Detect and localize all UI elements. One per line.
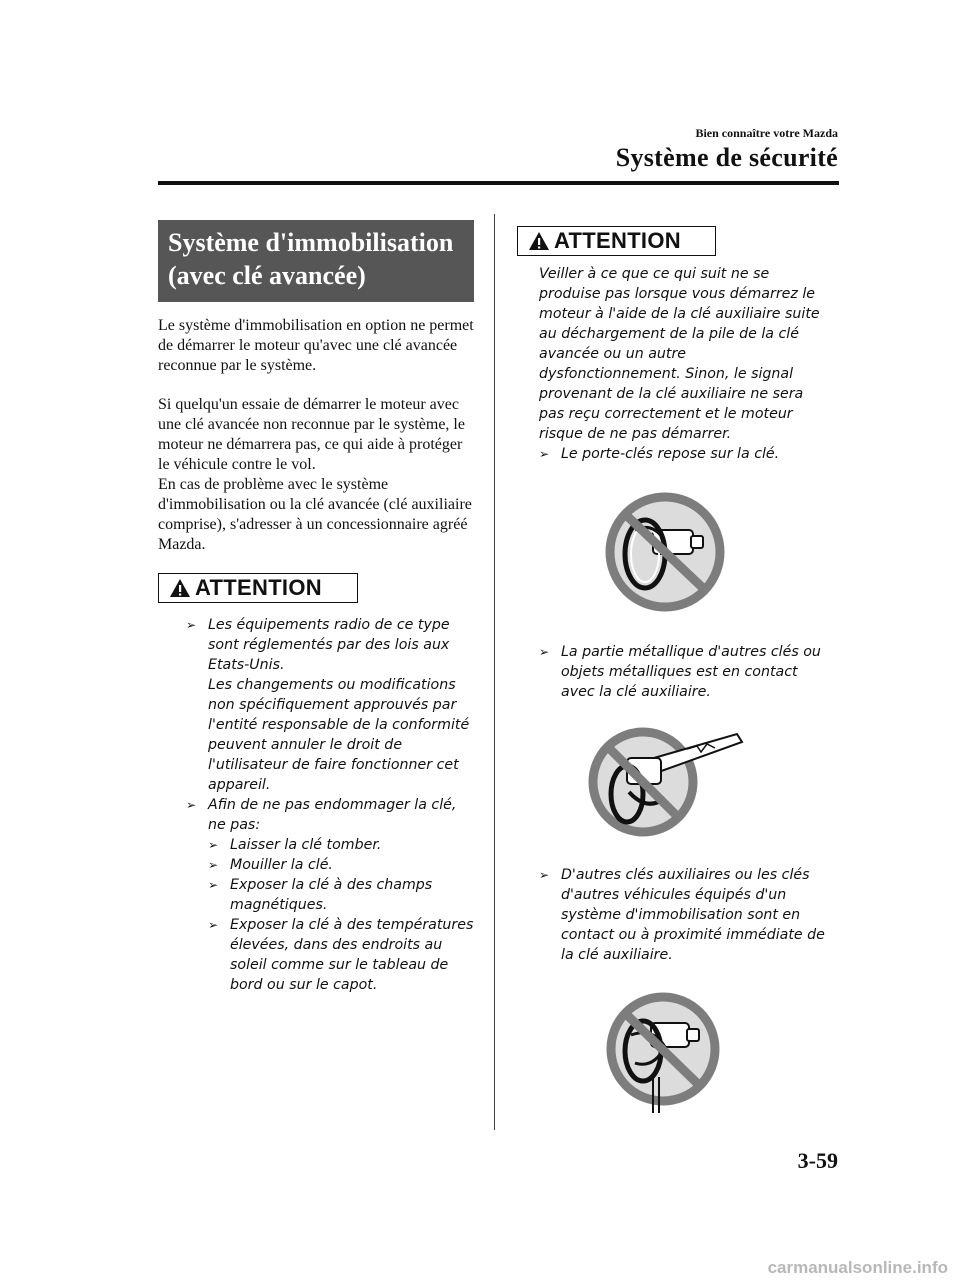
arrow-bullet-icon: ➢	[539, 868, 550, 882]
heading-line-1: Système d'immobilisation	[168, 228, 454, 257]
chapter-title: Bien connaître votre Mazda	[695, 126, 838, 140]
list-item	[539, 865, 827, 965]
bullet-text: Le porte-clés repose sur la clé.	[561, 446, 780, 462]
sub-list	[186, 835, 478, 995]
bullet-text: Les équipements radio de ce type sont réglementés par des lois aux Etats-Unis.	[208, 617, 450, 673]
other-keys-illustration	[601, 991, 731, 1116]
attention-box	[517, 226, 716, 256]
theft-paragraph: Si quelqu'un essaie de démarrer le moteur avec une clé avancée non reconnue par le système, le moteur ne démarrera pas, ce qui aide à protéger le véhicule contre le vol.	[158, 396, 465, 473]
heading-line-2: (avec clé avancée)	[168, 261, 366, 290]
left-column	[158, 220, 474, 995]
arrow-bullet-icon: ➢	[539, 645, 550, 659]
metal-contact-illustration	[587, 722, 747, 837]
warning-triangle-icon	[528, 231, 550, 251]
list-item	[186, 615, 478, 795]
section-title: Système de sécurité	[615, 143, 838, 172]
attention-content-2	[517, 642, 827, 702]
attention-label: ATTENTION	[554, 228, 681, 253]
watermark: carmanualsonline.info	[767, 1258, 948, 1277]
bullet-text: Mouiller la clé.	[230, 857, 333, 873]
attention-content	[158, 615, 478, 995]
attention-content	[517, 444, 827, 464]
list-item	[539, 444, 827, 464]
arrow-bullet-icon: ➢	[208, 838, 219, 852]
warning-triangle-icon	[169, 578, 191, 598]
bullet-text: La partie métallique d'autres clés ou objets métalliques est en contact avec la clé auxiliaire.	[561, 644, 821, 700]
section-heading	[158, 220, 474, 302]
arrow-bullet-icon: ➢	[186, 618, 197, 632]
list-item	[208, 875, 478, 915]
intro-paragraph: Le système d'immobilisation en option ne permet de démarrer le moteur qu'avec une clé avancée reconnue par le système.	[158, 317, 474, 374]
bullet-text: Laisser la clé tomber.	[230, 837, 382, 853]
header-rule	[158, 181, 839, 185]
page-number: 3-59	[797, 1148, 838, 1173]
list-item	[539, 642, 827, 702]
arrow-bullet-icon: ➢	[208, 878, 219, 892]
attention-content-3	[517, 865, 827, 965]
arrow-bullet-icon: ➢	[208, 858, 219, 872]
list-item	[208, 835, 478, 855]
arrow-bullet-icon: ➢	[208, 918, 219, 932]
list-item	[208, 855, 478, 875]
attention-intro: Veiller à ce que ce qui suit ne se produise pas lorsque vous démarrez le moteur à l'aide de la clé auxiliaire suite au déchargement de la pile de la clé avancée ou un autre dysfonctionnement. Sinon, le signal provenant de la clé auxiliaire ne sera pas reçu correctement et le moteur risque de ne pas démarrer.	[539, 266, 820, 442]
attention-label: ATTENTION	[195, 575, 322, 600]
right-column	[517, 226, 837, 1116]
keyring-on-key-illustration	[603, 492, 733, 612]
bullet-text: Exposer la clé à des températures élevées, dans des endroits au soleil comme sur le tableau de bord ou sur le capot.	[230, 917, 474, 993]
dealer-paragraph: En cas de problème avec le système d'immobilisation ou la clé avancée (clé auxiliaire comprise), s'adresser à un concessionnaire agréé Mazda.	[158, 476, 472, 553]
list-item	[186, 795, 478, 835]
bullet-text-continued: Les changements ou modifications non spécifiquement approuvés par l'entité responsable de la conformité peuvent annuler le droit de l'utilisateur de faire fonctionner cet appareil.	[208, 677, 470, 793]
arrow-bullet-icon: ➢	[539, 447, 550, 461]
column-divider	[494, 214, 495, 1130]
bullet-text: Afin de ne pas endommager la clé, ne pas:	[208, 797, 457, 833]
attention-box	[158, 573, 358, 603]
bullet-text: Exposer la clé à des champs magnétiques.	[230, 877, 433, 913]
arrow-bullet-icon: ➢	[186, 798, 197, 812]
list-item	[208, 915, 478, 995]
bullet-text: D'autres clés auxiliaires ou les clés d'autres véhicules équipés d'un système d'immobilisation sont en contact ou à proximité immédiate de la clé auxiliaire.	[561, 867, 825, 963]
